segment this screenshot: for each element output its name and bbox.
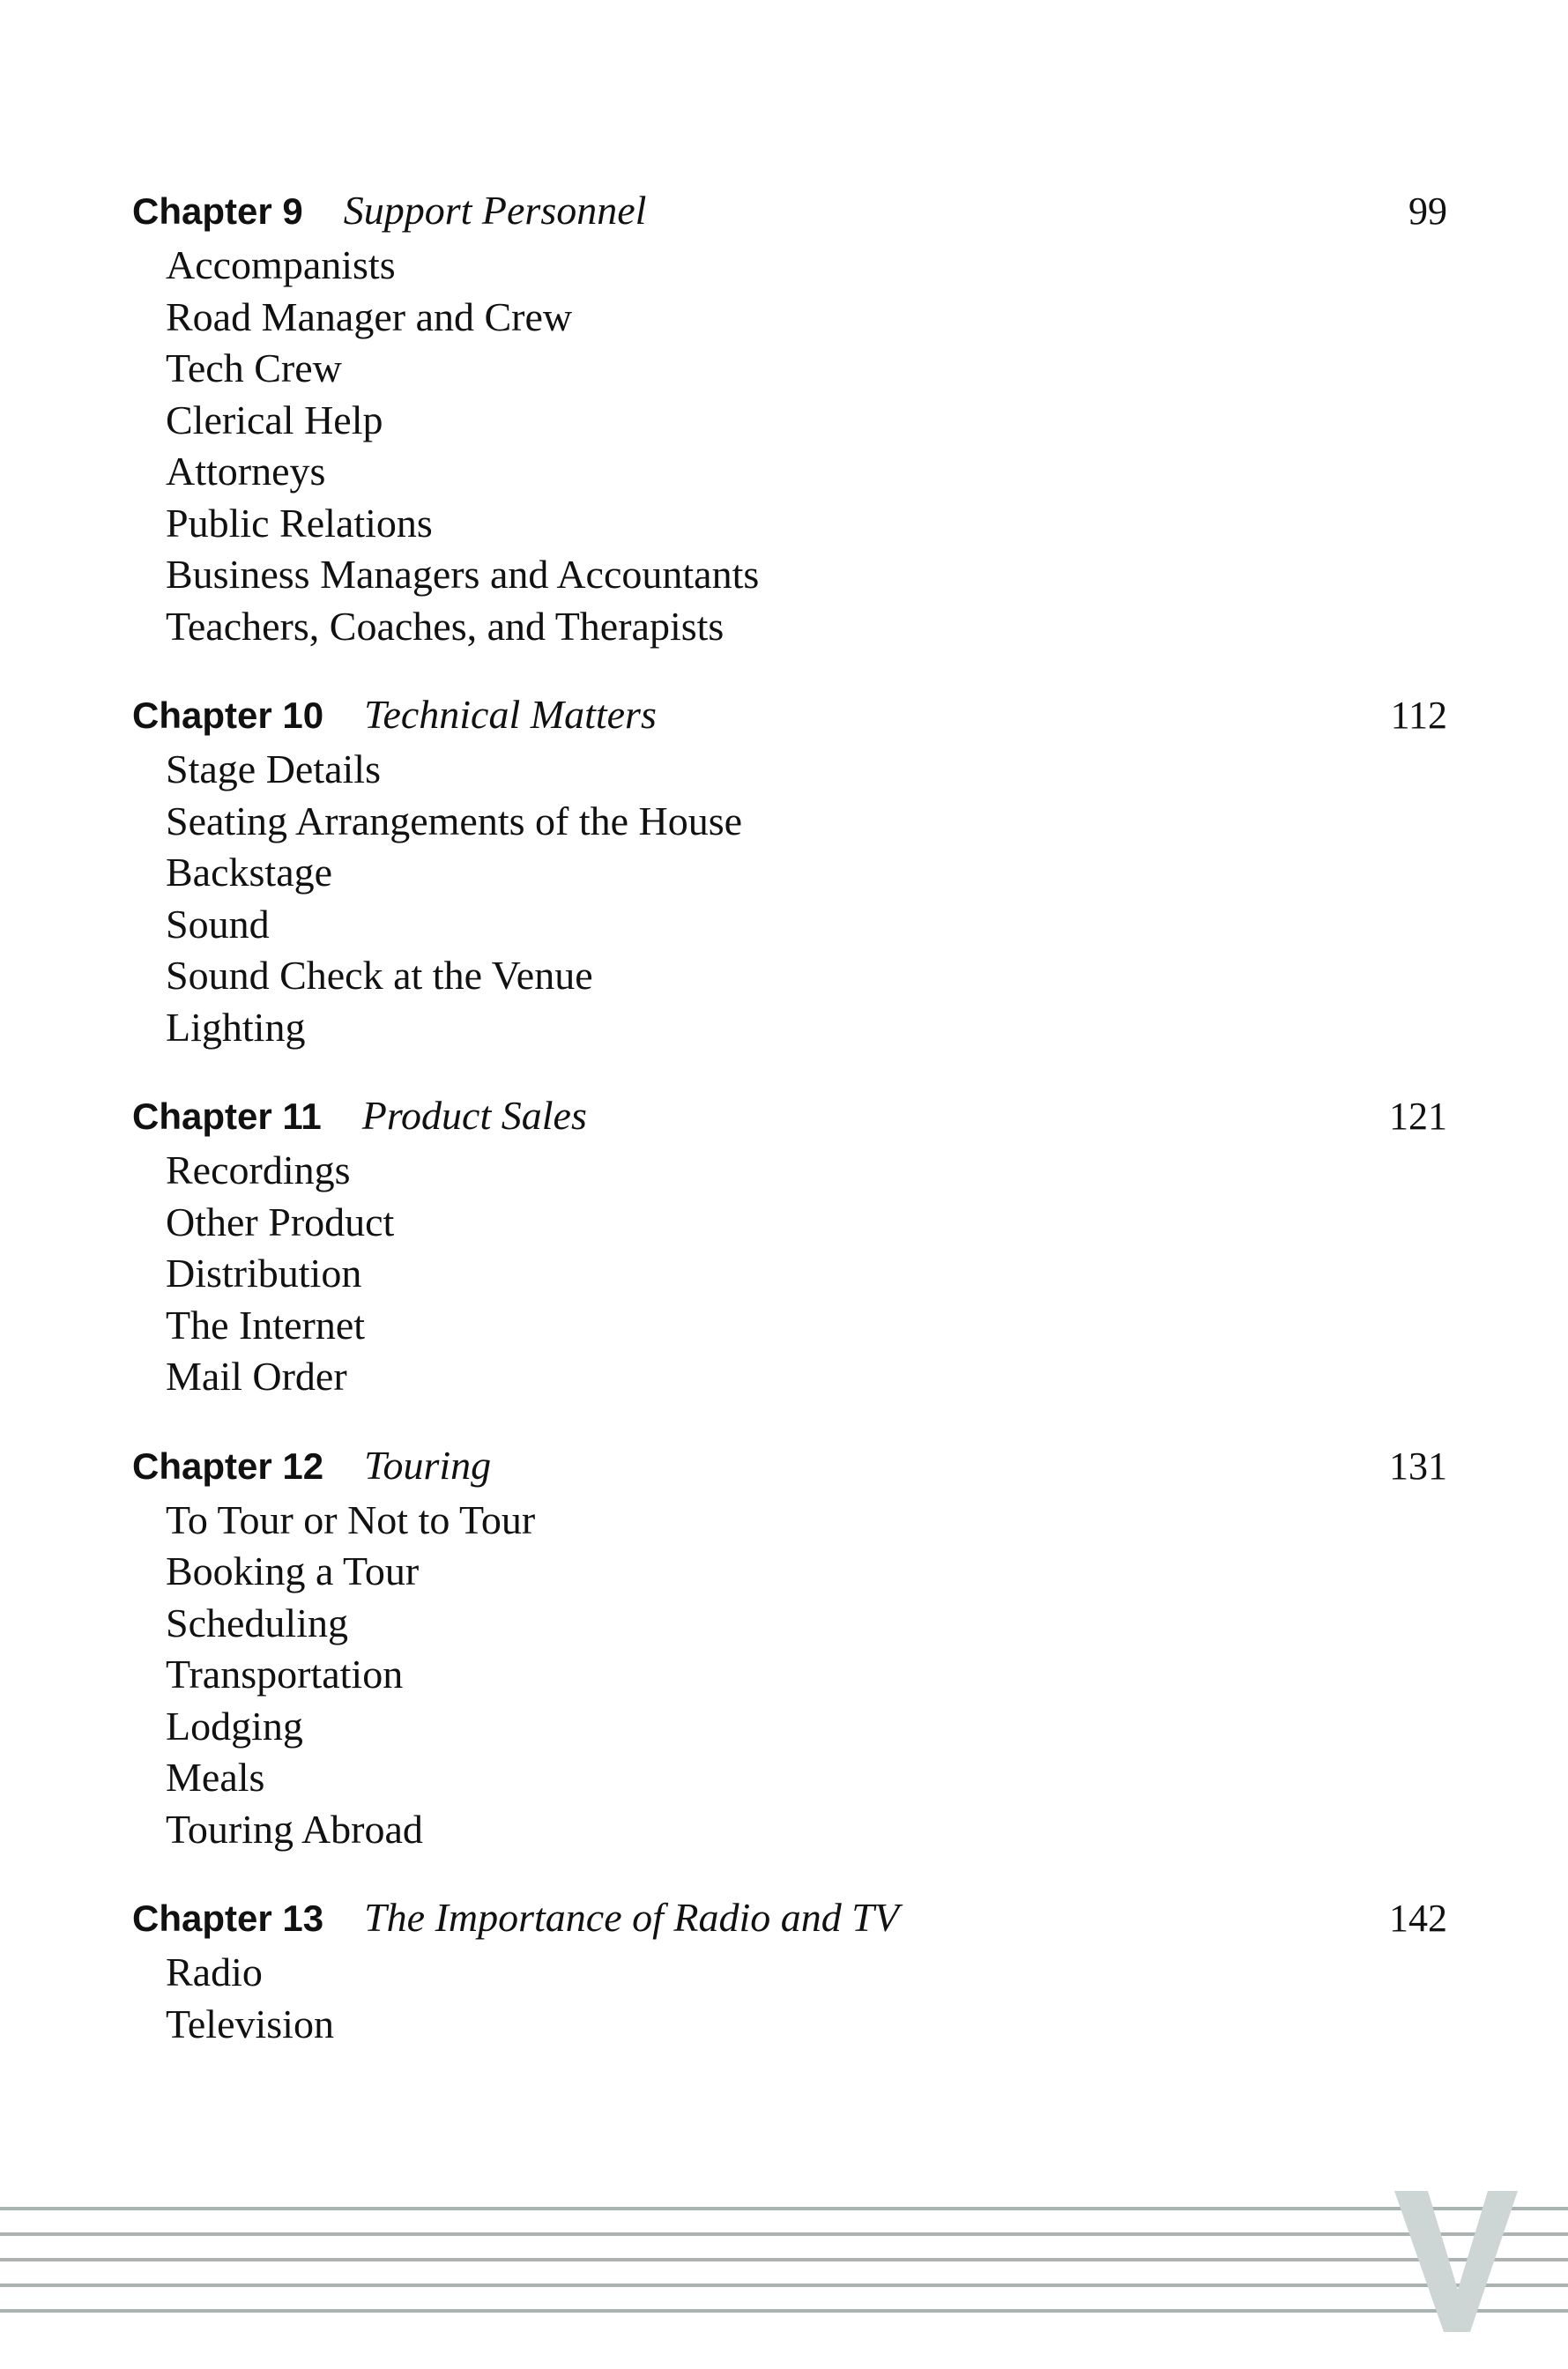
chapter-number: Chapter 12 bbox=[132, 1444, 324, 1487]
section-entry: Teachers, Coaches, and Therapists bbox=[166, 603, 725, 649]
page-number-roman-numeral bbox=[1394, 2184, 1518, 2334]
section-entry: Sound Check at the Venue bbox=[166, 953, 593, 998]
chapter-title: The Importance of Radio and TV bbox=[364, 1895, 899, 1940]
toc-chapter bbox=[132, 1442, 1447, 1856]
table-of-contents bbox=[132, 187, 1447, 2089]
chapter-title: Technical Matters bbox=[364, 692, 657, 737]
section-entry: Radio bbox=[166, 1949, 263, 1994]
chapter-page-number: 142 bbox=[1389, 1897, 1447, 1940]
section-entry: Lodging bbox=[166, 1703, 303, 1749]
section-entry: Booking a Tour bbox=[166, 1548, 420, 1593]
staff-line bbox=[0, 2258, 1568, 2261]
section-list bbox=[132, 240, 1447, 652]
chapter-page-number: 99 bbox=[1408, 189, 1447, 233]
section-entry: Backstage bbox=[166, 850, 333, 895]
section-entry: Seating Arrangements of the House bbox=[166, 798, 743, 843]
chapter-heading bbox=[132, 1442, 1447, 1495]
section-entry: The Internet bbox=[166, 1302, 366, 1348]
chapter-number: Chapter 13 bbox=[132, 1897, 324, 1939]
staff-line bbox=[0, 2232, 1568, 2236]
section-entry: Touring Abroad bbox=[166, 1806, 423, 1852]
toc-chapter bbox=[132, 187, 1447, 652]
chapter-heading bbox=[132, 1894, 1447, 1947]
chapter-title: Support Personnel bbox=[343, 188, 647, 233]
section-entry: Other Product bbox=[166, 1199, 395, 1244]
toc-chapter bbox=[132, 1092, 1447, 1403]
section-list bbox=[132, 1145, 1447, 1403]
section-entry: Recordings bbox=[166, 1147, 351, 1192]
section-entry: Meals bbox=[166, 1755, 265, 1800]
chapter-number: Chapter 10 bbox=[132, 694, 324, 736]
chapter-title: Touring bbox=[364, 1442, 492, 1488]
music-staff-decoration bbox=[0, 2203, 1568, 2318]
chapter-number: Chapter 11 bbox=[132, 1095, 322, 1137]
section-entry: Mail Order bbox=[166, 1354, 347, 1399]
chapter-number: Chapter 9 bbox=[132, 190, 303, 232]
staff-line bbox=[0, 2309, 1568, 2313]
chapter-heading bbox=[132, 187, 1447, 240]
chapter-page-number: 121 bbox=[1389, 1095, 1447, 1138]
staff-line bbox=[0, 2207, 1568, 2210]
chapter-title: Product Sales bbox=[361, 1093, 587, 1138]
staff-line bbox=[0, 2284, 1568, 2287]
section-entry: Sound bbox=[166, 901, 270, 947]
section-entry: Scheduling bbox=[166, 1600, 348, 1645]
section-list bbox=[132, 1495, 1447, 1856]
roman-numeral-v-glyph bbox=[1394, 2191, 1518, 2332]
section-list bbox=[132, 744, 1447, 1053]
section-entry: Stage Details bbox=[166, 746, 381, 791]
chapter-heading bbox=[132, 691, 1447, 744]
section-entry: Lighting bbox=[166, 1004, 306, 1050]
chapter-page-number: 131 bbox=[1389, 1444, 1447, 1488]
chapter-heading bbox=[132, 1092, 1447, 1145]
section-entry: To Tour or Not to Tour bbox=[166, 1496, 536, 1542]
section-entry: Transportation bbox=[166, 1652, 404, 1697]
section-entry: Road Manager and Crew bbox=[166, 293, 573, 339]
section-entry: Television bbox=[166, 2001, 334, 2046]
section-entry: Public Relations bbox=[166, 500, 433, 546]
section-entry: Distribution bbox=[166, 1251, 362, 1296]
section-entry: Accompanists bbox=[166, 242, 396, 287]
section-list bbox=[132, 1947, 1447, 2050]
section-entry: Tech Crew bbox=[166, 345, 342, 390]
section-entry: Business Managers and Accountants bbox=[166, 552, 760, 597]
toc-chapter bbox=[132, 1894, 1447, 2050]
chapter-page-number: 112 bbox=[1390, 694, 1447, 737]
section-entry: Clerical Help bbox=[166, 397, 383, 442]
toc-chapter bbox=[132, 691, 1447, 1053]
section-entry: Attorneys bbox=[166, 449, 326, 494]
